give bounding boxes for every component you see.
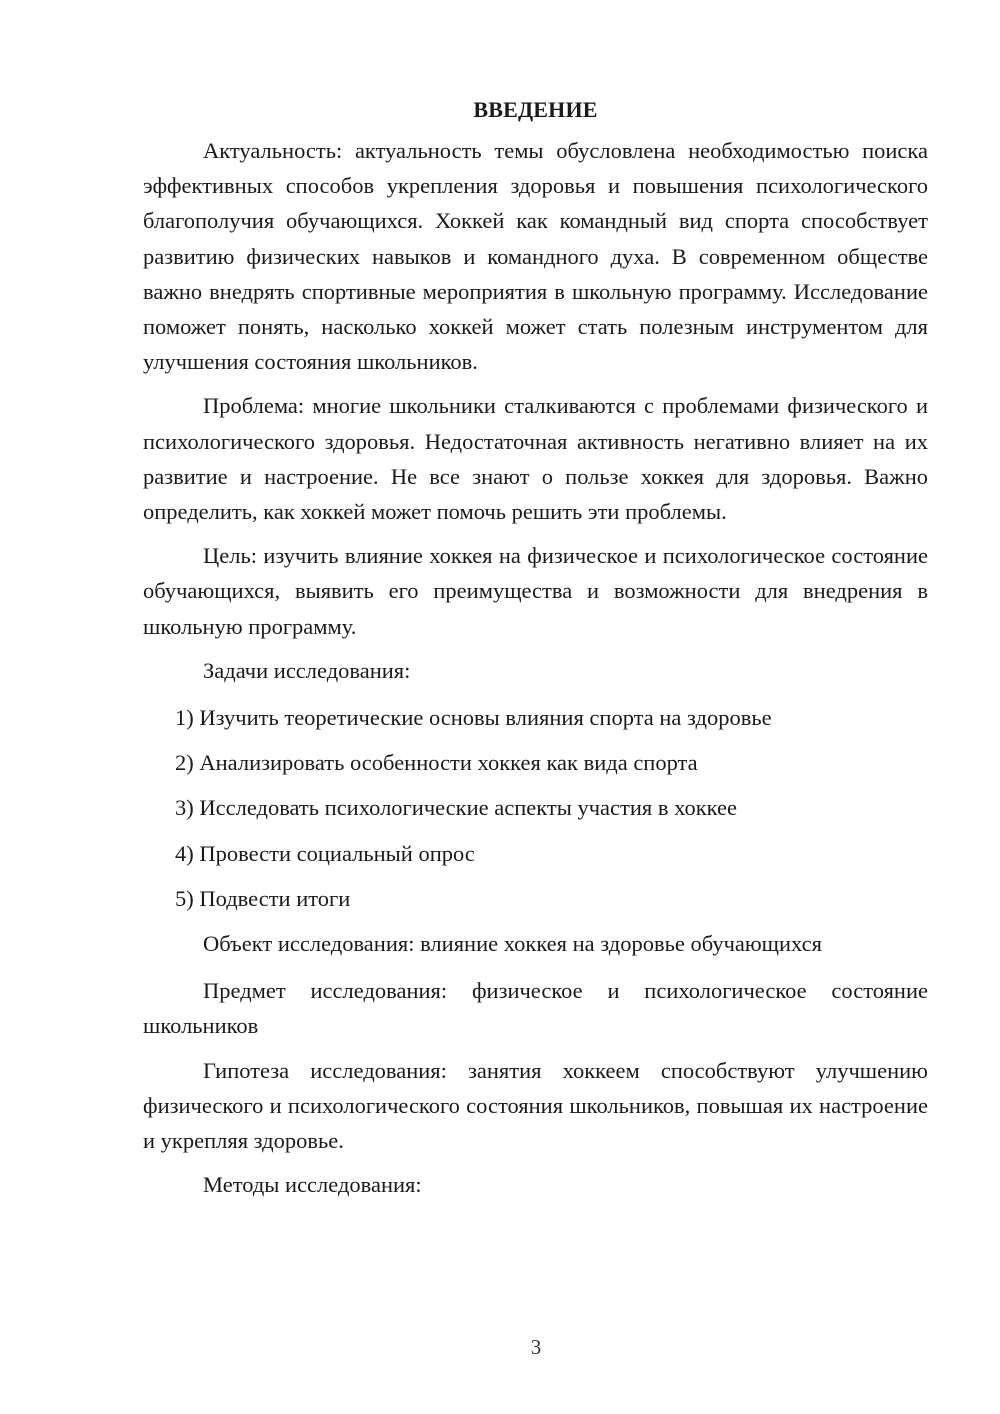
- paragraph-object: Объект исследования: влияние хоккея на здоровье обучающихся: [203, 931, 822, 957]
- paragraph-relevance: Актуальность: актуальность темы обусловлена необходимостью поиска эффективных способов укрепления здоровья и повышения психологического благополучия обучающихся. Хоккей как командный вид спорта способствует развитию физических навыков и командного духа. В современном обществе важно внедрять спортивные мероприятия в школьную программу. Исследование поможет понять, насколько хоккей может стать полезным инструментом для улучшения состояния школьников.: [143, 138, 928, 375]
- page-number: 3: [530, 1335, 542, 1359]
- list-item: 5) Подвести итоги: [175, 885, 351, 911]
- paragraph-goal: Цель: изучить влияние хоккея на физическое и психологическое состояние обучающихся, выявить его преимущества и возможности для внедрения в школьную программу.: [143, 543, 928, 639]
- list-item: 2) Анализировать особенности хоккея как вида спорта: [175, 750, 698, 776]
- list-item: 1) Изучить теоретические основы влияния спорта на здоровье: [175, 705, 772, 731]
- paragraph-subject: Предмет исследования: физическое и психологическое состояние школьников: [143, 978, 928, 1039]
- list-item: 4) Провести социальный опрос: [175, 840, 475, 866]
- document-page: [143, 92, 928, 1211]
- section-heading: ВВЕДЕНИЕ: [473, 97, 598, 122]
- list-item: 3) Исследовать психологические аспекты участия в хоккее: [175, 795, 738, 821]
- paragraph-hypothesis: Гипотеза исследования: занятия хоккеем способствуют улучшению физического и психологического состояния школьников, повышая их настроение и укрепляя здоровье.: [143, 1057, 928, 1154]
- tasks-list: [143, 700, 928, 916]
- tasks-heading: Задачи исследования:: [203, 657, 411, 683]
- methods-heading: Методы исследования:: [203, 1172, 422, 1198]
- paragraph-problem: Проблема: многие школьники сталкиваются с проблемами физического и психологического здоровья. Недостаточная активность негативно влияет на их развитие и настроение. Не все знают о пользе хоккея для здоровья. Важно определить, как хоккей может помочь решить эти проблемы.: [143, 393, 928, 525]
